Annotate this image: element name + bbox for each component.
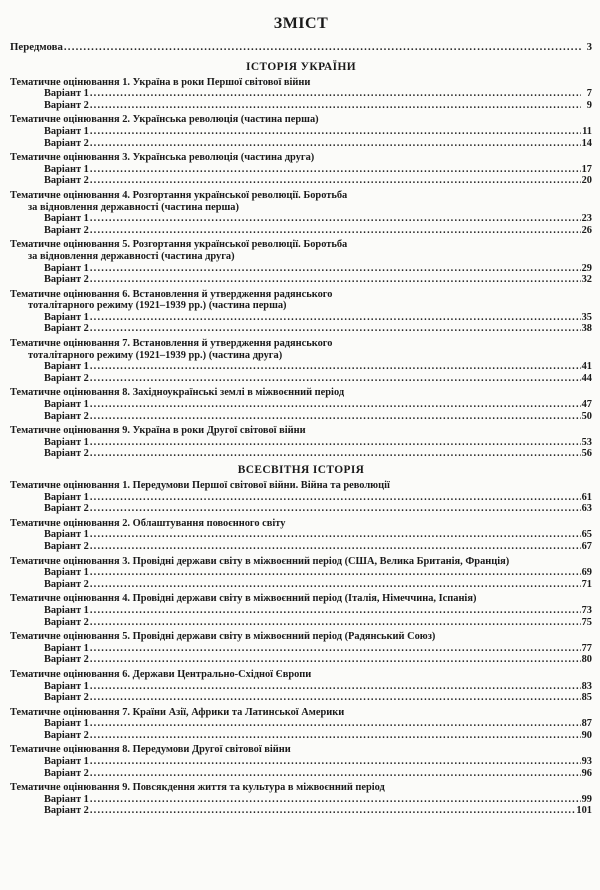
- dot-leader: [90, 794, 581, 806]
- variant-entry[interactable]: [10, 579, 592, 591]
- variant-page-number: 56: [581, 448, 592, 460]
- topic-title[interactable]: [10, 114, 592, 126]
- variant-entry[interactable]: [10, 605, 592, 617]
- variant-label: Варіант 2: [44, 323, 89, 335]
- dot-leader: [90, 681, 581, 693]
- variant-page-number: 26: [581, 224, 592, 236]
- variant-label: Варіант 1: [44, 604, 89, 616]
- variant-page-number: 93: [581, 756, 592, 768]
- variant-label: Варіант 1: [44, 262, 89, 274]
- dot-leader: [90, 164, 581, 176]
- dot-leader: [90, 567, 581, 579]
- topic-block: [10, 707, 592, 742]
- dot-leader: [90, 411, 581, 423]
- topic-title-text: Тематичне оцінювання 9. Україна в роки Другої світової війни: [10, 425, 306, 437]
- topic-title-text: Тематичне оцінювання 5. Провідні держави світу в міжвоєнний період (Радянський Союз): [10, 631, 436, 643]
- variant-page-number: 77: [581, 642, 592, 654]
- variant-page-number: 20: [581, 175, 592, 187]
- variant-page-number: 23: [581, 213, 592, 225]
- variant-entry[interactable]: [10, 768, 592, 780]
- variant-label: Варіант 1: [44, 163, 89, 175]
- variant-label: Варіант 1: [44, 125, 89, 137]
- dot-leader: [90, 718, 581, 730]
- topic-block: [10, 631, 592, 666]
- topic-title-continuation: тоталітарного режиму (1921–1939 рр.) (частина друга): [28, 349, 283, 361]
- dot-leader: [90, 768, 581, 780]
- variant-label: Варіант 1: [44, 436, 89, 448]
- topic-block: [10, 190, 592, 236]
- variant-label: Варіант 1: [44, 718, 89, 730]
- topic-title[interactable]: [10, 631, 592, 643]
- topic-block: [10, 556, 592, 591]
- topic-title[interactable]: [10, 782, 592, 794]
- variant-entry[interactable]: [10, 681, 592, 693]
- dot-leader: [90, 312, 581, 324]
- dot-leader: [90, 323, 581, 335]
- topic-block: [10, 782, 592, 817]
- dot-leader: [90, 692, 581, 704]
- topic-title-text: Тематичне оцінювання 1. Передумови Першої світової війни. Війна та революції: [10, 480, 390, 491]
- topic-title[interactable]: [10, 77, 592, 89]
- variant-entry[interactable]: [10, 805, 592, 817]
- variant-page-number: 61: [581, 491, 592, 503]
- variant-page-number: 53: [581, 436, 592, 448]
- variant-entry[interactable]: [10, 411, 592, 423]
- variant-page-number: 90: [581, 729, 592, 741]
- variant-page-number: 69: [581, 567, 592, 579]
- dot-leader: [90, 492, 581, 504]
- topic-block: [10, 744, 592, 779]
- variant-entry[interactable]: [10, 175, 592, 187]
- topic-title-continuation: за відновлення державності (частина друга): [28, 250, 235, 262]
- variant-label: Варіант 1: [44, 399, 89, 411]
- variant-page-number: 85: [581, 692, 592, 704]
- dot-leader: [90, 399, 581, 411]
- dot-leader: [90, 373, 581, 385]
- topic-title[interactable]: [10, 338, 592, 361]
- variant-label: Варіант 2: [44, 616, 89, 628]
- variant-entry[interactable]: [10, 263, 592, 275]
- topic-block: [10, 480, 592, 515]
- variant-label: Варіант 2: [44, 372, 89, 384]
- variant-page-number: 87: [581, 718, 592, 730]
- variant-entry[interactable]: [10, 274, 592, 286]
- variant-page-number: 38: [581, 323, 592, 335]
- variant-label: Варіант 2: [44, 410, 89, 422]
- variant-entry[interactable]: [10, 399, 592, 411]
- variant-label: Варіант 2: [44, 654, 89, 666]
- dot-leader: [90, 138, 581, 150]
- variant-page-number: 41: [581, 361, 592, 373]
- variant-page-number: 80: [581, 654, 592, 666]
- variant-label: Варіант 1: [44, 642, 89, 654]
- variant-page-number: 14: [581, 137, 592, 149]
- topic-title[interactable]: [10, 190, 592, 213]
- variant-page-number: 101: [576, 805, 592, 817]
- dot-leader: [90, 541, 581, 553]
- variant-label: Варіант 1: [44, 213, 89, 225]
- variant-entry[interactable]: [10, 126, 592, 138]
- topic-title-continuation: за відновлення державності (частина перша): [28, 201, 239, 213]
- variant-label: Варіант 2: [44, 767, 89, 779]
- dot-leader: [90, 756, 581, 768]
- variant-entry[interactable]: [10, 312, 592, 324]
- variant-label: Варіант 2: [44, 137, 89, 149]
- dot-leader: [90, 225, 581, 237]
- topic-title[interactable]: [10, 707, 592, 719]
- variant-page-number: 35: [581, 311, 592, 323]
- dot-leader: [90, 213, 581, 225]
- dot-leader: [90, 175, 581, 187]
- topic-title[interactable]: [10, 518, 592, 530]
- variant-page-number: 75: [581, 616, 592, 628]
- variant-entry[interactable]: [10, 529, 592, 541]
- topic-block: [10, 338, 592, 384]
- variant-label: Варіант 1: [44, 529, 89, 541]
- variant-entry[interactable]: [10, 643, 592, 655]
- topic-title-text: Тематичне оцінювання 7. Країни Азії, Африки та Латинської Америки: [10, 706, 345, 718]
- variant-page-number: 29: [581, 262, 592, 274]
- variant-entry[interactable]: [10, 692, 592, 704]
- variant-page-number: 73: [581, 604, 592, 616]
- dot-leader: [90, 274, 581, 286]
- topic-title[interactable]: [10, 239, 592, 262]
- variant-entry[interactable]: [10, 100, 592, 112]
- dot-leader: [90, 263, 581, 275]
- variant-entry[interactable]: [10, 756, 592, 768]
- variant-page-number: 65: [581, 529, 592, 541]
- variant-page-number: 44: [581, 372, 592, 384]
- variant-page-number: 71: [581, 578, 592, 590]
- topic-title-text: Тематичне оцінювання 2. Облаштування повоєнного світу: [10, 517, 286, 529]
- preface-label: Передмова: [10, 41, 63, 53]
- dot-leader: [90, 730, 581, 742]
- variant-entry[interactable]: [10, 437, 592, 449]
- section-heading: ІСТОРІЯ УКРАЇНИ: [246, 60, 356, 73]
- dot-leader: [90, 448, 581, 460]
- preface-page-number: 3: [586, 41, 592, 53]
- topic-title-text: Тематичне оцінювання 1. Україна в роки Першої світової війни: [10, 76, 311, 88]
- topic-title-text: Тематичне оцінювання 4. Провідні держави світу в міжвоєнний період (Італія, Німеччина, Іспанія): [10, 593, 477, 605]
- variant-label: Варіант 2: [44, 729, 89, 741]
- variant-entry[interactable]: [10, 213, 592, 225]
- dot-leader: [90, 579, 581, 591]
- topic-title-text: Тематичне оцінювання 2. Українська революція (частина перша): [10, 114, 319, 126]
- variant-label: Варіант 2: [44, 540, 89, 552]
- variant-entry[interactable]: [10, 373, 592, 385]
- dot-leader: [90, 805, 576, 817]
- variant-entry[interactable]: [10, 541, 592, 553]
- variant-entry[interactable]: [10, 88, 592, 100]
- variant-entry[interactable]: [10, 503, 592, 515]
- topic-title-text: Тематичне оцінювання 9. Повсякдення життя та культура в міжвоєнний період: [10, 782, 385, 794]
- variant-entry[interactable]: [10, 323, 592, 335]
- dot-leader: [90, 100, 581, 112]
- dot-leader: [90, 126, 581, 138]
- variant-label: Варіант 2: [44, 274, 89, 286]
- variant-entry[interactable]: [10, 718, 592, 730]
- dot-leader: [90, 437, 581, 449]
- topic-block: [10, 387, 592, 422]
- dot-leader: [90, 654, 581, 666]
- topic-title[interactable]: [10, 152, 592, 164]
- topic-title-text: Тематичне оцінювання 8. Західноукраїнські землі в міжвоєнний період: [10, 387, 345, 399]
- variant-label: Варіант 1: [44, 793, 89, 805]
- topic-block: [10, 518, 592, 553]
- variant-label: Варіант 1: [44, 756, 89, 768]
- variant-entry[interactable]: [10, 448, 592, 460]
- variant-label: Варіант 2: [44, 503, 89, 515]
- variant-entry[interactable]: [10, 567, 592, 579]
- contents-sections: [10, 60, 592, 817]
- variant-label: Варіант 2: [44, 448, 89, 460]
- variant-label: Варіант 2: [44, 99, 89, 111]
- topic-title[interactable]: [10, 744, 592, 756]
- variant-label: Варіант 1: [44, 311, 89, 323]
- dot-leader: [90, 643, 581, 655]
- topic-block: [10, 289, 592, 335]
- dot-leader: [90, 503, 581, 515]
- variant-page-number: 11: [582, 125, 592, 137]
- topic-title-text: Тематичне оцінювання 6. Встановлення й утвердження радянського: [10, 288, 333, 300]
- variant-label: Варіант 1: [44, 491, 89, 503]
- variant-entry[interactable]: [10, 794, 592, 806]
- preface-entry[interactable]: [10, 42, 592, 54]
- topic-title[interactable]: [10, 425, 592, 437]
- variant-label: Варіант 2: [44, 805, 89, 817]
- variant-entry[interactable]: [10, 225, 592, 237]
- variant-entry[interactable]: [10, 361, 592, 373]
- variant-entry[interactable]: [10, 492, 592, 504]
- variant-entry[interactable]: [10, 730, 592, 742]
- section-heading: ВСЕСВІТНЯ ІСТОРІЯ: [237, 464, 365, 476]
- dot-leader: [90, 617, 581, 629]
- topic-title[interactable]: [10, 669, 592, 681]
- variant-entry[interactable]: [10, 654, 592, 666]
- variant-label: Варіант 2: [44, 578, 89, 590]
- variant-label: Варіант 1: [44, 567, 89, 579]
- topic-title-text: Тематичне оцінювання 5. Розгортання української революції. Боротьба: [10, 239, 348, 251]
- topic-block: [10, 152, 592, 187]
- topic-title-text: Тематичне оцінювання 4. Розгортання української революції. Боротьба: [10, 189, 348, 201]
- page-title: ЗМІСТ: [273, 15, 329, 32]
- topic-block: [10, 669, 592, 704]
- topic-title-text: Тематичне оцінювання 3. Провідні держави світу в міжвоєнний період (США, Велика Британія, Франція): [10, 555, 510, 567]
- dot-leader: [90, 529, 581, 541]
- topic-title-text: Тематичне оцінювання 6. Держави Центрально-Східної Європи: [10, 668, 312, 680]
- variant-label: Варіант 2: [44, 692, 89, 704]
- topic-title[interactable]: [10, 556, 592, 568]
- topic-block: [10, 425, 592, 460]
- topic-title[interactable]: [10, 289, 592, 312]
- topic-title[interactable]: [10, 593, 592, 605]
- variant-page-number: 99: [581, 793, 592, 805]
- topic-title[interactable]: [10, 480, 592, 492]
- variant-page-number: 32: [581, 274, 592, 286]
- variant-entry[interactable]: [10, 617, 592, 629]
- dot-leader: [90, 361, 581, 373]
- topic-title-text: Тематичне оцінювання 8. Передумови Другої світової війни: [10, 744, 291, 756]
- variant-page-number: 17: [581, 163, 592, 175]
- variant-page-number: 96: [581, 767, 592, 779]
- variant-label: Варіант 1: [44, 88, 89, 100]
- variant-page-number: 9: [586, 99, 592, 111]
- variant-page-number: 67: [581, 540, 592, 552]
- topic-block: [10, 593, 592, 628]
- variant-label: Варіант 2: [44, 224, 89, 236]
- topic-block: [10, 239, 592, 285]
- variant-page-number: 47: [581, 399, 592, 411]
- topic-block: [10, 114, 592, 149]
- variant-label: Варіант 1: [44, 680, 89, 692]
- dot-leader: [90, 88, 581, 100]
- variant-page-number: 63: [581, 503, 592, 515]
- topic-title-text: Тематичне оцінювання 3. Українська революція (частина друга): [10, 152, 315, 164]
- variant-entry[interactable]: [10, 164, 592, 176]
- variant-page-number: 7: [586, 88, 592, 100]
- variant-label: Варіант 1: [44, 361, 89, 373]
- variant-label: Варіант 2: [44, 175, 89, 187]
- variant-entry[interactable]: [10, 138, 592, 150]
- variant-page-number: 50: [581, 410, 592, 422]
- variant-page-number: 83: [581, 680, 592, 692]
- topic-block: [10, 77, 592, 112]
- dot-leader: [64, 42, 581, 54]
- dot-leader: [90, 605, 581, 617]
- topic-title-text: Тематичне оцінювання 7. Встановлення й утвердження радянського: [10, 338, 333, 350]
- topic-title[interactable]: [10, 387, 592, 399]
- topic-title-continuation: тоталітарного режиму (1921–1939 рр.) (частина перша): [28, 300, 287, 312]
